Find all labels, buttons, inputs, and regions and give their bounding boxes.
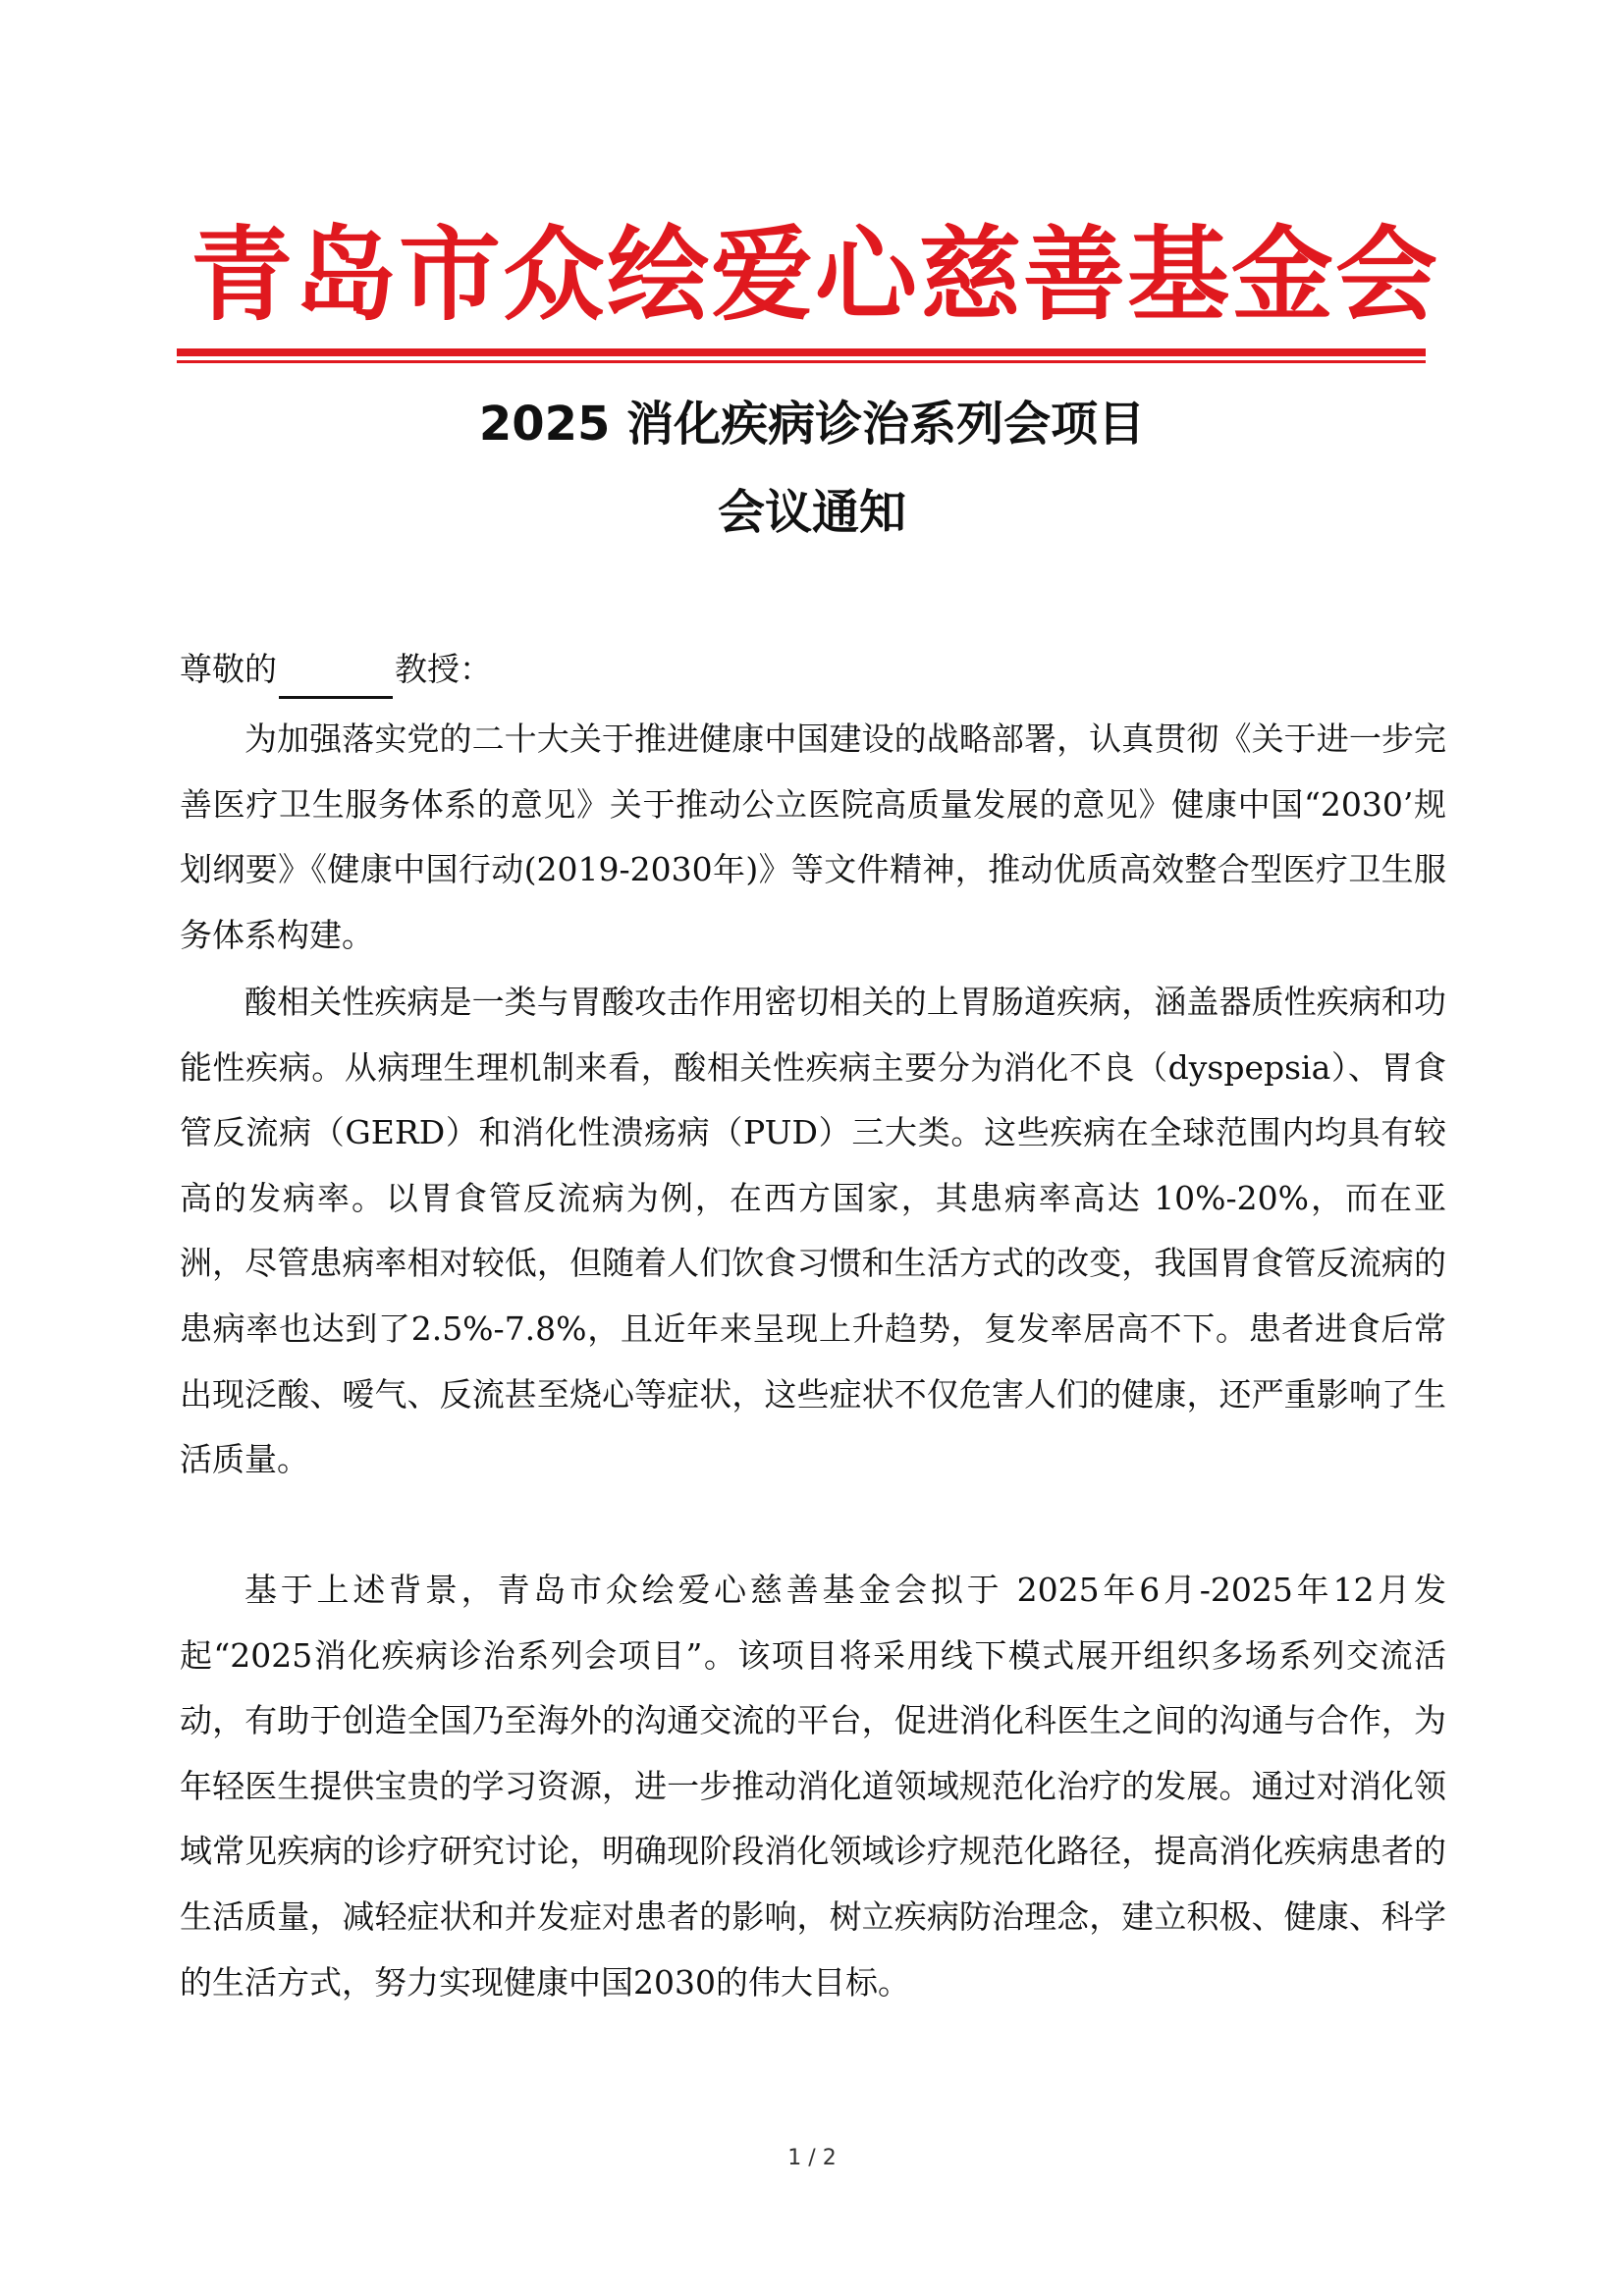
salutation-suffix: 教授：	[395, 650, 492, 688]
paragraph-policy: 为加强落实党的二十大关于推进健康中国建设的战略部署，认真贯彻《关于进一步完善医疗卫生服务体系的意见》关于推动公立医院高质量发展的意见》健康中国“2030’规划纲要》《健康中国行动(2019-2030年)》等文件精神，推动优质高效整合型医疗卫生服务体系构建。	[180, 720, 1446, 954]
notice-title: 2025 消化疾病诊治系列会项目	[478, 397, 1146, 452]
name-blank-line	[279, 657, 393, 699]
notice-subtitle: 会议通知	[717, 485, 906, 540]
paragraph-project-description: 基于上述背景，青岛市众绘爱心慈善基金会拟于 2025年6月-2025年12月发起“2025消化疾病诊治系列会项目”。该项目将采用线下模式展开组织多场系列交流活动，有助于创造全国乃至海外的沟通交流的平台，促进消化科医生之间的沟通与合作，为年轻医生提供宝贵的学习资源，进一步推动消化道领域规范化治疗的发展。通过对消化领域常见疾病的诊疗研究讨论，明确现阶段消化领域诊疗规范化路径，提高消化疾病患者的生活质量，减轻症状和并发症对患者的影响，树立疾病防治理念，建立积极、健康、科学的生活方式，努力实现健康中国2030的伟大目标。	[180, 1571, 1446, 2002]
page-number: 1 / 2	[787, 2146, 837, 2170]
paragraph-disease-background: 酸相关性疾病是一类与胃酸攻击作用密切相关的上胃肠道疾病，涵盖器质性疾病和功能性疾病。从病理生理机制来看，酸相关性疾病主要分为消化不良（dyspepsia）、胃食管反流病（GERD）和消化性溃疡病（PUD）三大类。这些疾病在全球范围内均具有较高的发病率。以胃食管反流病为例，在西方国家，其患病率高达 10%-20%，而在亚洲，尽管患病率相对较低，但随着人们饮食习惯和生活方式的改变，我国胃食管反流病的患病率也达到了2.5%-7.8%，且近年来呈现上升趋势，复发率居高不下。患者进食后常出现泛酸、嗳气、反流甚至烧心等症状，这些症状不仅危害人们的健康，还严重影响了生活质量。	[180, 983, 1446, 1479]
body-text-3	[180, 1558, 1446, 2015]
body-text	[180, 707, 1446, 968]
header-rule-thin	[177, 360, 1426, 363]
body-text-2	[180, 970, 1446, 1493]
salutation	[180, 640, 492, 699]
organization-letterhead: 青岛市众绘爱心慈善基金会	[189, 214, 1439, 335]
header-rule-thick	[177, 348, 1426, 356]
salutation-prefix: 尊敬的	[180, 650, 277, 688]
